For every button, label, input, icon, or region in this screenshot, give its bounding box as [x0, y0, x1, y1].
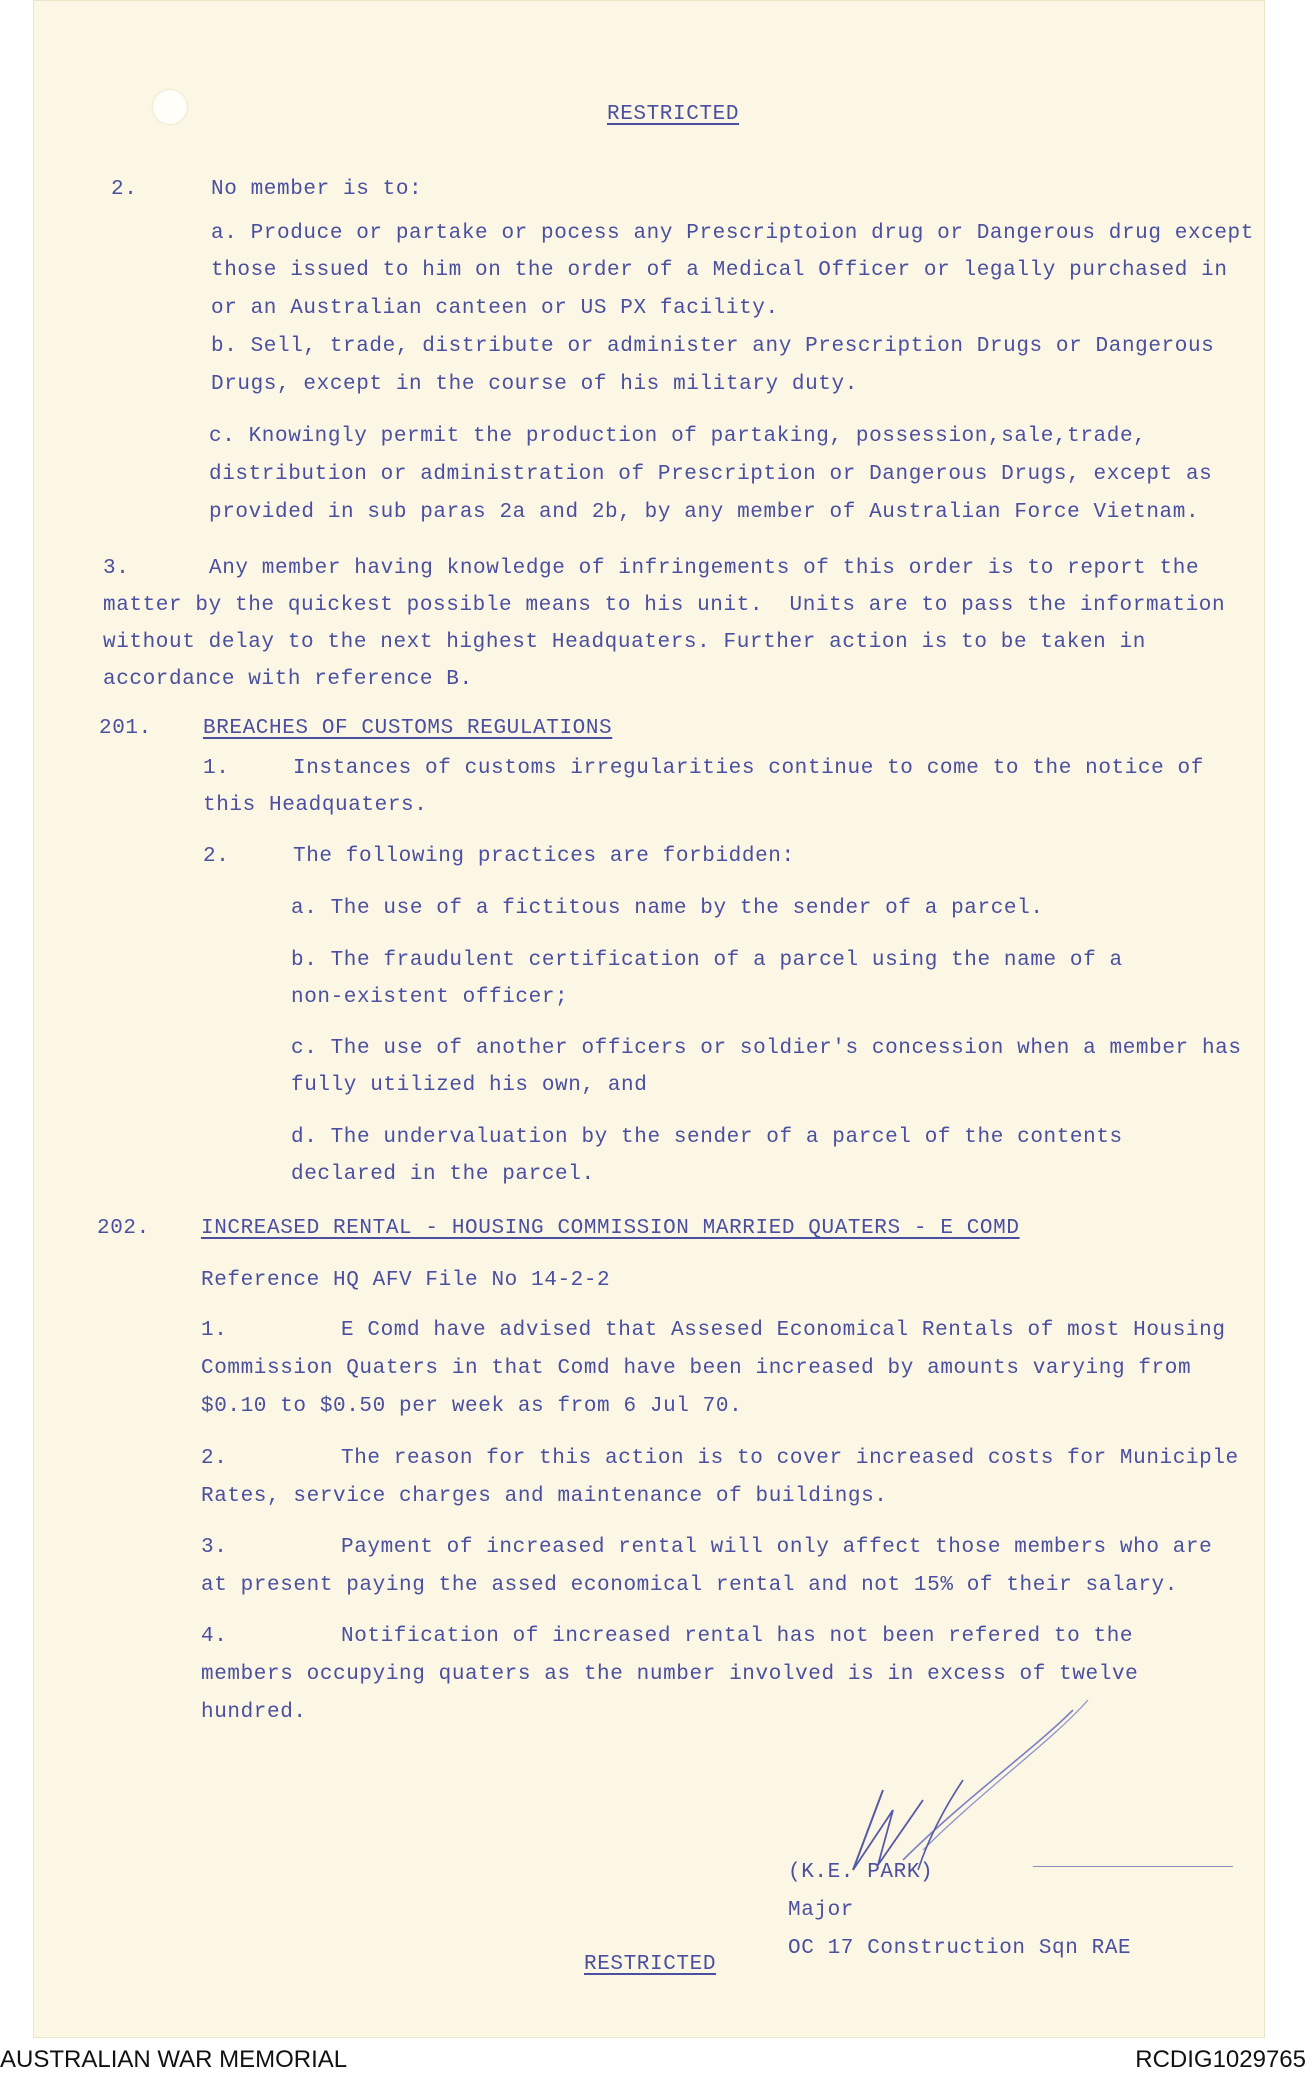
forbidden-item-b: non-existent officer;: [291, 986, 569, 1009]
forbidden-item-b: b. The fraudulent certification of a parcel using the name of a: [291, 949, 1123, 972]
forbidden-item-c: fully utilized his own, and: [291, 1074, 648, 1097]
para-2b-line: b. Sell, trade, distribute or administer any Prescription Drugs or Dangerous: [211, 335, 1215, 358]
section-202-number: 202.: [97, 1217, 150, 1240]
para-3-number: 3.: [103, 557, 130, 580]
section-202-para-4-line: Notification of increased rental has not been refered to the: [341, 1625, 1134, 1648]
signatory-name: (K.E. PARK): [788, 1861, 934, 1884]
para-2a-line: a. Produce or partake or pocess any Prescriptoion drug or Dangerous drug except: [211, 222, 1254, 245]
section-201-para-2-number: 2.: [203, 845, 230, 868]
forbidden-item-d: declared in the parcel.: [291, 1163, 595, 1186]
section-202-para-3-number: 3.: [201, 1536, 228, 1559]
classification-header: RESTRICTED: [607, 103, 740, 126]
forbidden-item-c: c. The use of another officers or soldier's concession when a member has: [291, 1037, 1242, 1060]
para-2c-line: distribution or administration of Prescription or Dangerous Drugs, except as: [209, 463, 1213, 486]
section-202-para-4-line: members occupying quaters as the number involved is in excess of twelve: [201, 1663, 1139, 1686]
signatory-appointment: OC 17 Construction Sqn RAE: [788, 1937, 1132, 1960]
section-201-para-1-number: 1.: [203, 757, 230, 780]
archive-label-left: AUSTRALIAN WAR MEMORIAL: [0, 2046, 348, 2073]
section-202-para-4-line: hundred.: [201, 1701, 307, 1724]
para-3-line: accordance with reference B.: [103, 668, 473, 691]
section-202-para-1-line: E Comd have advised that Assesed Economical Rentals of most Housing: [341, 1319, 1226, 1342]
para-2b-line: Drugs, except in the course of his military duty.: [211, 373, 858, 396]
section-202-para-2-line: The reason for this action is to cover increased costs for Municiple: [341, 1447, 1239, 1470]
para-2-intro: No member is to:: [211, 178, 423, 201]
para-2c-line: c. Knowingly permit the production of partaking, possession,sale,trade,: [209, 425, 1147, 448]
section-202-para-4-number: 4.: [201, 1625, 228, 1648]
para-2a-line: or an Australian canteen or US PX facility.: [211, 297, 779, 320]
handwritten-signature: [813, 1690, 1113, 1880]
para-2c-line: provided in sub paras 2a and 2b, by any member of Australian Force Vietnam.: [209, 501, 1200, 524]
section-202-title: INCREASED RENTAL - HOUSING COMMISSION MARRIED QUATERS - E COMD: [201, 1217, 1020, 1240]
section-202-para-2-number: 2.: [201, 1447, 228, 1470]
section-201-para-1-line: Instances of customs irregularities continue to come to the notice of: [293, 757, 1204, 780]
signature-line: [1033, 1866, 1233, 1867]
para-3-line: without delay to the next highest Headquaters. Further action is to be taken in: [103, 631, 1146, 654]
document-page: [33, 0, 1265, 2038]
para-2a-line: those issued to him on the order of a Medical Officer or legally purchased in: [211, 259, 1228, 282]
section-202-para-3-line: Payment of increased rental will only affect those members who are: [341, 1536, 1213, 1559]
forbidden-item-a: a. The use of a fictitous name by the sender of a parcel.: [291, 897, 1044, 920]
section-202-para-3-line: at present paying the assed economical rental and not 15% of their salary.: [201, 1574, 1178, 1597]
punch-hole: [153, 90, 187, 124]
archive-label-right: RCDIG1029765: [1135, 2046, 1306, 2073]
section-202-para-2-line: Rates, service charges and maintenance of buildings.: [201, 1485, 888, 1508]
section-202-reference: Reference HQ AFV File No 14-2-2: [201, 1269, 611, 1292]
section-202-para-1-line: Commission Quaters in that Comd have been increased by amounts varying from: [201, 1357, 1192, 1380]
section-201-para-2-intro: The following practices are forbidden:: [293, 845, 795, 868]
section-201-para-1-line: this Headquaters.: [203, 794, 428, 817]
section-201-title: BREACHES OF CUSTOMS REGULATIONS: [203, 717, 613, 740]
section-202-para-1-number: 1.: [201, 1319, 228, 1342]
section-201-number: 201.: [99, 717, 152, 740]
para-3-line: matter by the quickest possible means to his unit. Units are to pass the information: [103, 594, 1226, 617]
signatory-rank: Major: [788, 1899, 855, 1922]
forbidden-item-d: d. The undervaluation by the sender of a parcel of the contents: [291, 1126, 1123, 1149]
classification-footer: RESTRICTED: [584, 1953, 717, 1976]
para-3-line: Any member having knowledge of infringements of this order is to report the: [209, 557, 1200, 580]
section-202-para-1-line: $0.10 to $0.50 per week as from 6 Jul 70.: [201, 1395, 743, 1418]
para-2-number: 2.: [111, 178, 138, 201]
